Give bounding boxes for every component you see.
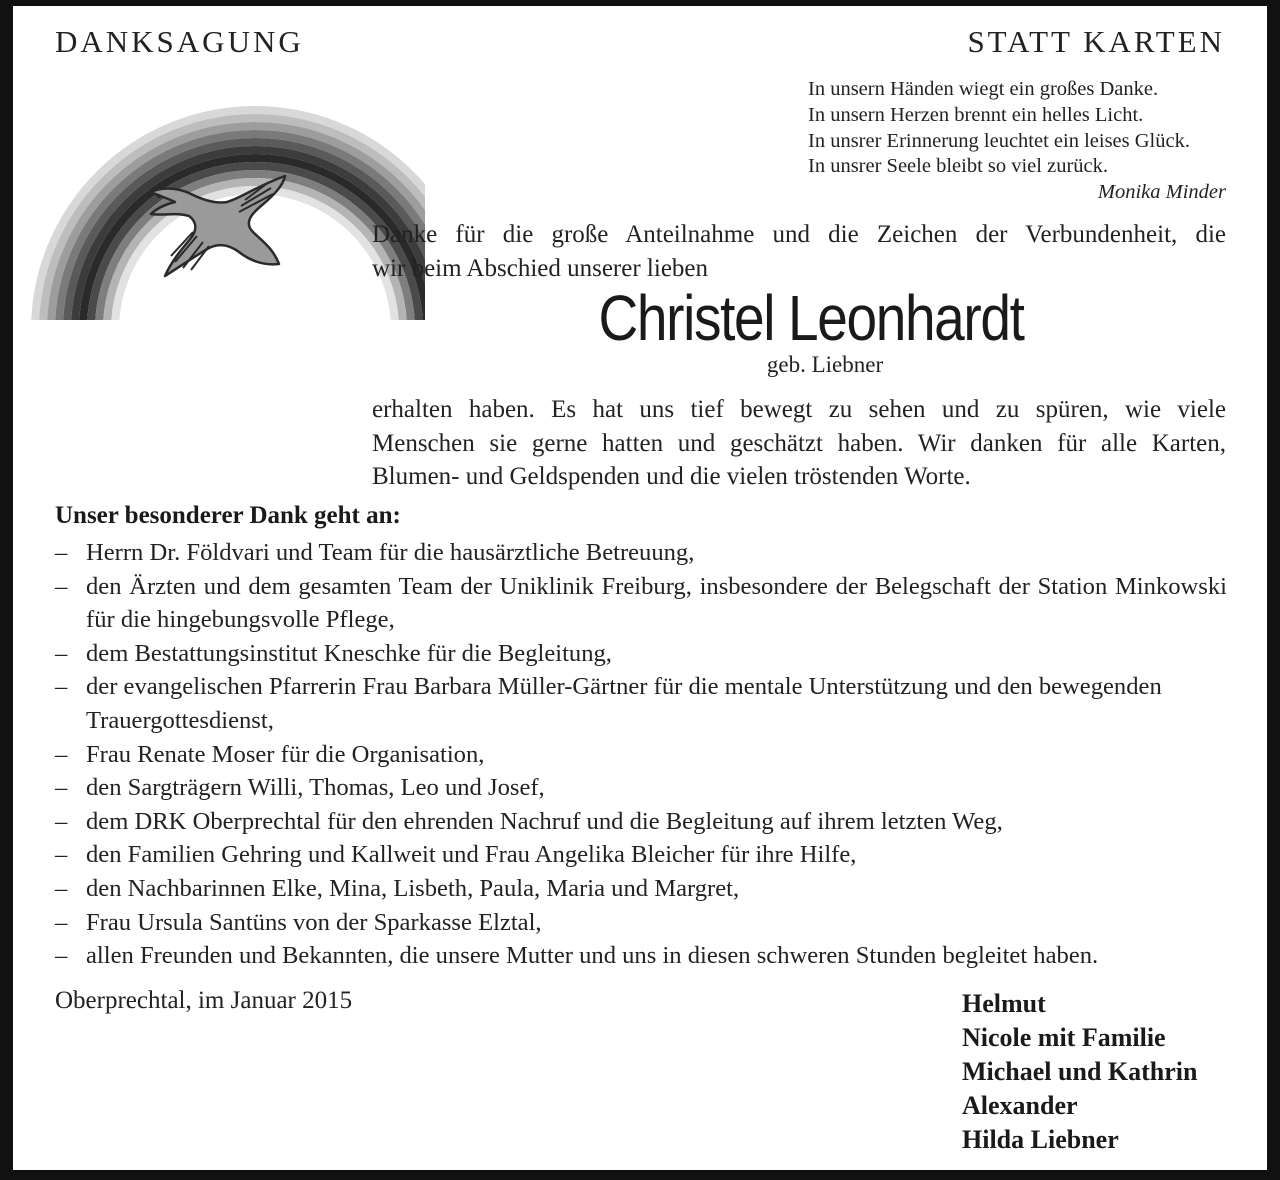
list-item [55, 771, 1227, 805]
signer-name: Nicole mit Familie [962, 1023, 1166, 1052]
list-item [55, 670, 1227, 737]
header-statt-karten: STATT KARTEN [967, 24, 1225, 59]
message-line: Blumen- und Geldspenden und die vielen tröstenden Worte. [372, 463, 971, 491]
signer-name: Michael und Kathrin [962, 1057, 1198, 1086]
list-item-text: den Nachbarinnen Elke, Mina, Lisbeth, Paula, Maria und Margret, [86, 874, 740, 902]
list-item [55, 637, 1227, 671]
signer-name: Hilda Liebner [962, 1125, 1119, 1154]
list-item-text: den Sargträgern Willi, Thomas, Leo und Josef, [86, 774, 545, 802]
signers [962, 987, 1197, 1157]
dash-bullet: – [55, 639, 68, 667]
list-item [55, 570, 1227, 637]
poem-line: In unsern Herzen brennt ein helles Licht. [808, 103, 1144, 126]
list-item-text: dem Bestattungsinstitut Kneschke für die Begleitung, [86, 639, 612, 667]
poem [808, 77, 1228, 206]
list-item-text: den Familien Gehring und Kallweit und Frau Angelika Bleicher für ihre Hilfe, [86, 841, 857, 869]
dash-bullet: – [55, 539, 68, 566]
intro-line-1: Danke für die große Anteilnahme und die Zeichen der Verbundenheit, die [372, 221, 1226, 248]
poem-line: In unsrer Seele bleibt so viel zurück. [808, 155, 1109, 178]
signer-name: Helmut [962, 989, 1046, 1018]
intro-line-2: wir beim Abschied unserer lieben [372, 255, 709, 282]
thanks-list [55, 536, 1227, 973]
list-item-text: allen Freunden und Bekannten, die unsere Mutter und uns in diesen schweren Stunden begleitet haben. [86, 942, 1099, 970]
message-line: erhalten haben. Es hat uns tief bewegt zu sehen und zu spüren, wie viele [372, 396, 1226, 423]
list-item-text: Frau Renate Moser für die Organisation, [86, 740, 485, 768]
list-item-text: Herrn Dr. Földvari und Team für die hausärztliche Betreuung, [86, 539, 695, 566]
list-item-text: der evangelischen Pfarrerin Frau Barbara Müller-Gärtner für die mentale Unterstützung und den bewegenden Trauergottesdienst, [86, 673, 1162, 734]
rainbow-emblem [25, 60, 425, 320]
poem-author: Monika Minder [1097, 181, 1226, 204]
birth-name: geb. Liebner [766, 352, 884, 377]
dash-bullet: – [55, 673, 68, 701]
message-line: Menschen sie gerne hatten und geschätzt haben. Wir danken für alle Karten, [372, 429, 1226, 457]
list-item-text: Frau Ursula Santüns von der Sparkasse Elztal, [86, 908, 542, 936]
poem-line: In unsern Händen wiegt ein großes Danke. [808, 78, 1159, 100]
header-danksagung: DANKSAGUNG [55, 24, 304, 59]
list-item-text: dem DRK Oberprechtal für den ehrenden Nachruf und die Begleitung auf ihrem letzten Weg, [86, 807, 1003, 835]
dash-bullet: – [55, 841, 68, 869]
list-item-text: den Ärzten und dem gesamten Team der Uniklinik Freiburg, insbesondere der Belegschaft der Station Minkowski für die hingebungsvolle Pflege, [86, 572, 1227, 634]
dash-bullet: – [55, 572, 68, 600]
place-date: Oberprechtal, im Januar 2015 [55, 987, 353, 1014]
list-item [55, 536, 1227, 570]
signer-name: Alexander [962, 1091, 1078, 1120]
dash-bullet: – [55, 942, 68, 970]
dash-bullet: – [55, 774, 68, 802]
message-paragraph [372, 393, 1226, 494]
dash-bullet: – [55, 740, 68, 768]
deceased-name: Christel Leonhardt [598, 282, 1024, 354]
list-item [55, 906, 1227, 940]
list-item [55, 872, 1227, 906]
list-item [55, 805, 1227, 839]
thanks-heading: Unser besonderer Dank geht an: [55, 502, 401, 529]
list-item [55, 939, 1227, 973]
list-item [55, 838, 1227, 872]
dash-bullet: – [55, 807, 68, 835]
poem-line: In unsrer Erinnerung leuchtet ein leises Glück. [808, 129, 1190, 152]
dash-bullet: – [55, 874, 68, 902]
list-item [55, 738, 1227, 772]
dash-bullet: – [55, 908, 68, 936]
